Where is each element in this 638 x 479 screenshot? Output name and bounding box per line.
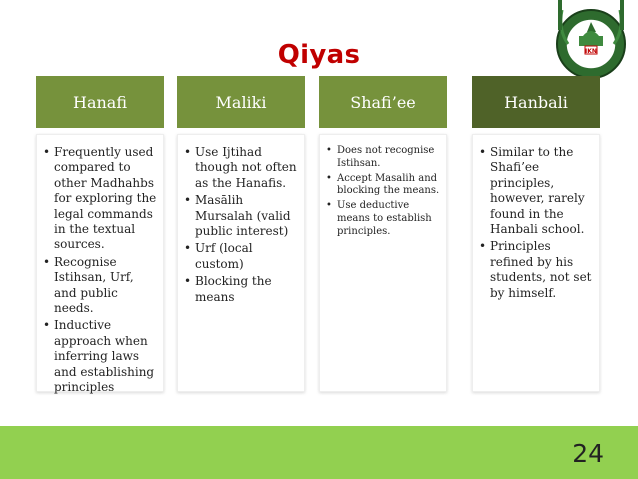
header-maliki: Maliki <box>177 76 305 128</box>
list-item: • Frequently used compared to other Madhahbs for exploring the legal commands in the textual sources. <box>54 145 159 253</box>
list-item: • Does not recognise Istihsan. <box>337 145 442 171</box>
list-item: • Accept Masalih and blocking the means. <box>337 173 442 199</box>
body-hanbali <box>472 134 600 392</box>
list-item: • Use deductive means to establish principles. <box>337 200 442 238</box>
list-hanbali <box>477 145 595 301</box>
column-hanbali <box>472 76 600 392</box>
list-item: • Inductive approach when inferring laws and establishing principles <box>54 318 159 395</box>
footer-bar <box>0 426 638 479</box>
list-maliki <box>182 145 300 305</box>
header-hanafi: Hanafi <box>36 76 164 128</box>
list-item: • Urf (local custom) <box>195 241 300 272</box>
list-item: • Recognise Istihsan, Urf, and public needs. <box>54 255 159 317</box>
column-hanafi <box>36 76 164 395</box>
column-shafiee <box>319 76 447 392</box>
list-item: • Blocking the means <box>195 274 300 305</box>
page-number: 24 <box>572 439 604 468</box>
column-maliki <box>177 76 305 392</box>
list-item: • Use Ijtihad though not often as the Hanafis. <box>195 145 300 191</box>
list-item: • Masālih Mursalah (valid public interest) <box>195 193 300 239</box>
header-shafiee: Shafi’ee <box>319 76 447 128</box>
body-maliki <box>177 134 305 392</box>
body-hanafi <box>36 134 164 395</box>
list-hanafi <box>41 145 159 396</box>
ikn-logo-icon <box>550 0 632 82</box>
body-shafiee <box>319 134 447 392</box>
header-hanbali: Hanbali <box>472 76 600 128</box>
logo-text: IKN <box>585 48 597 55</box>
list-item: • Similar to the Shafi’ee principles, however, rarely found in the Hanbali school. <box>490 145 595 237</box>
slide-title: Qiyas <box>277 40 361 70</box>
list-shafiee <box>324 145 442 239</box>
list-item: • Principles refined by his students, not set by himself. <box>490 239 595 301</box>
